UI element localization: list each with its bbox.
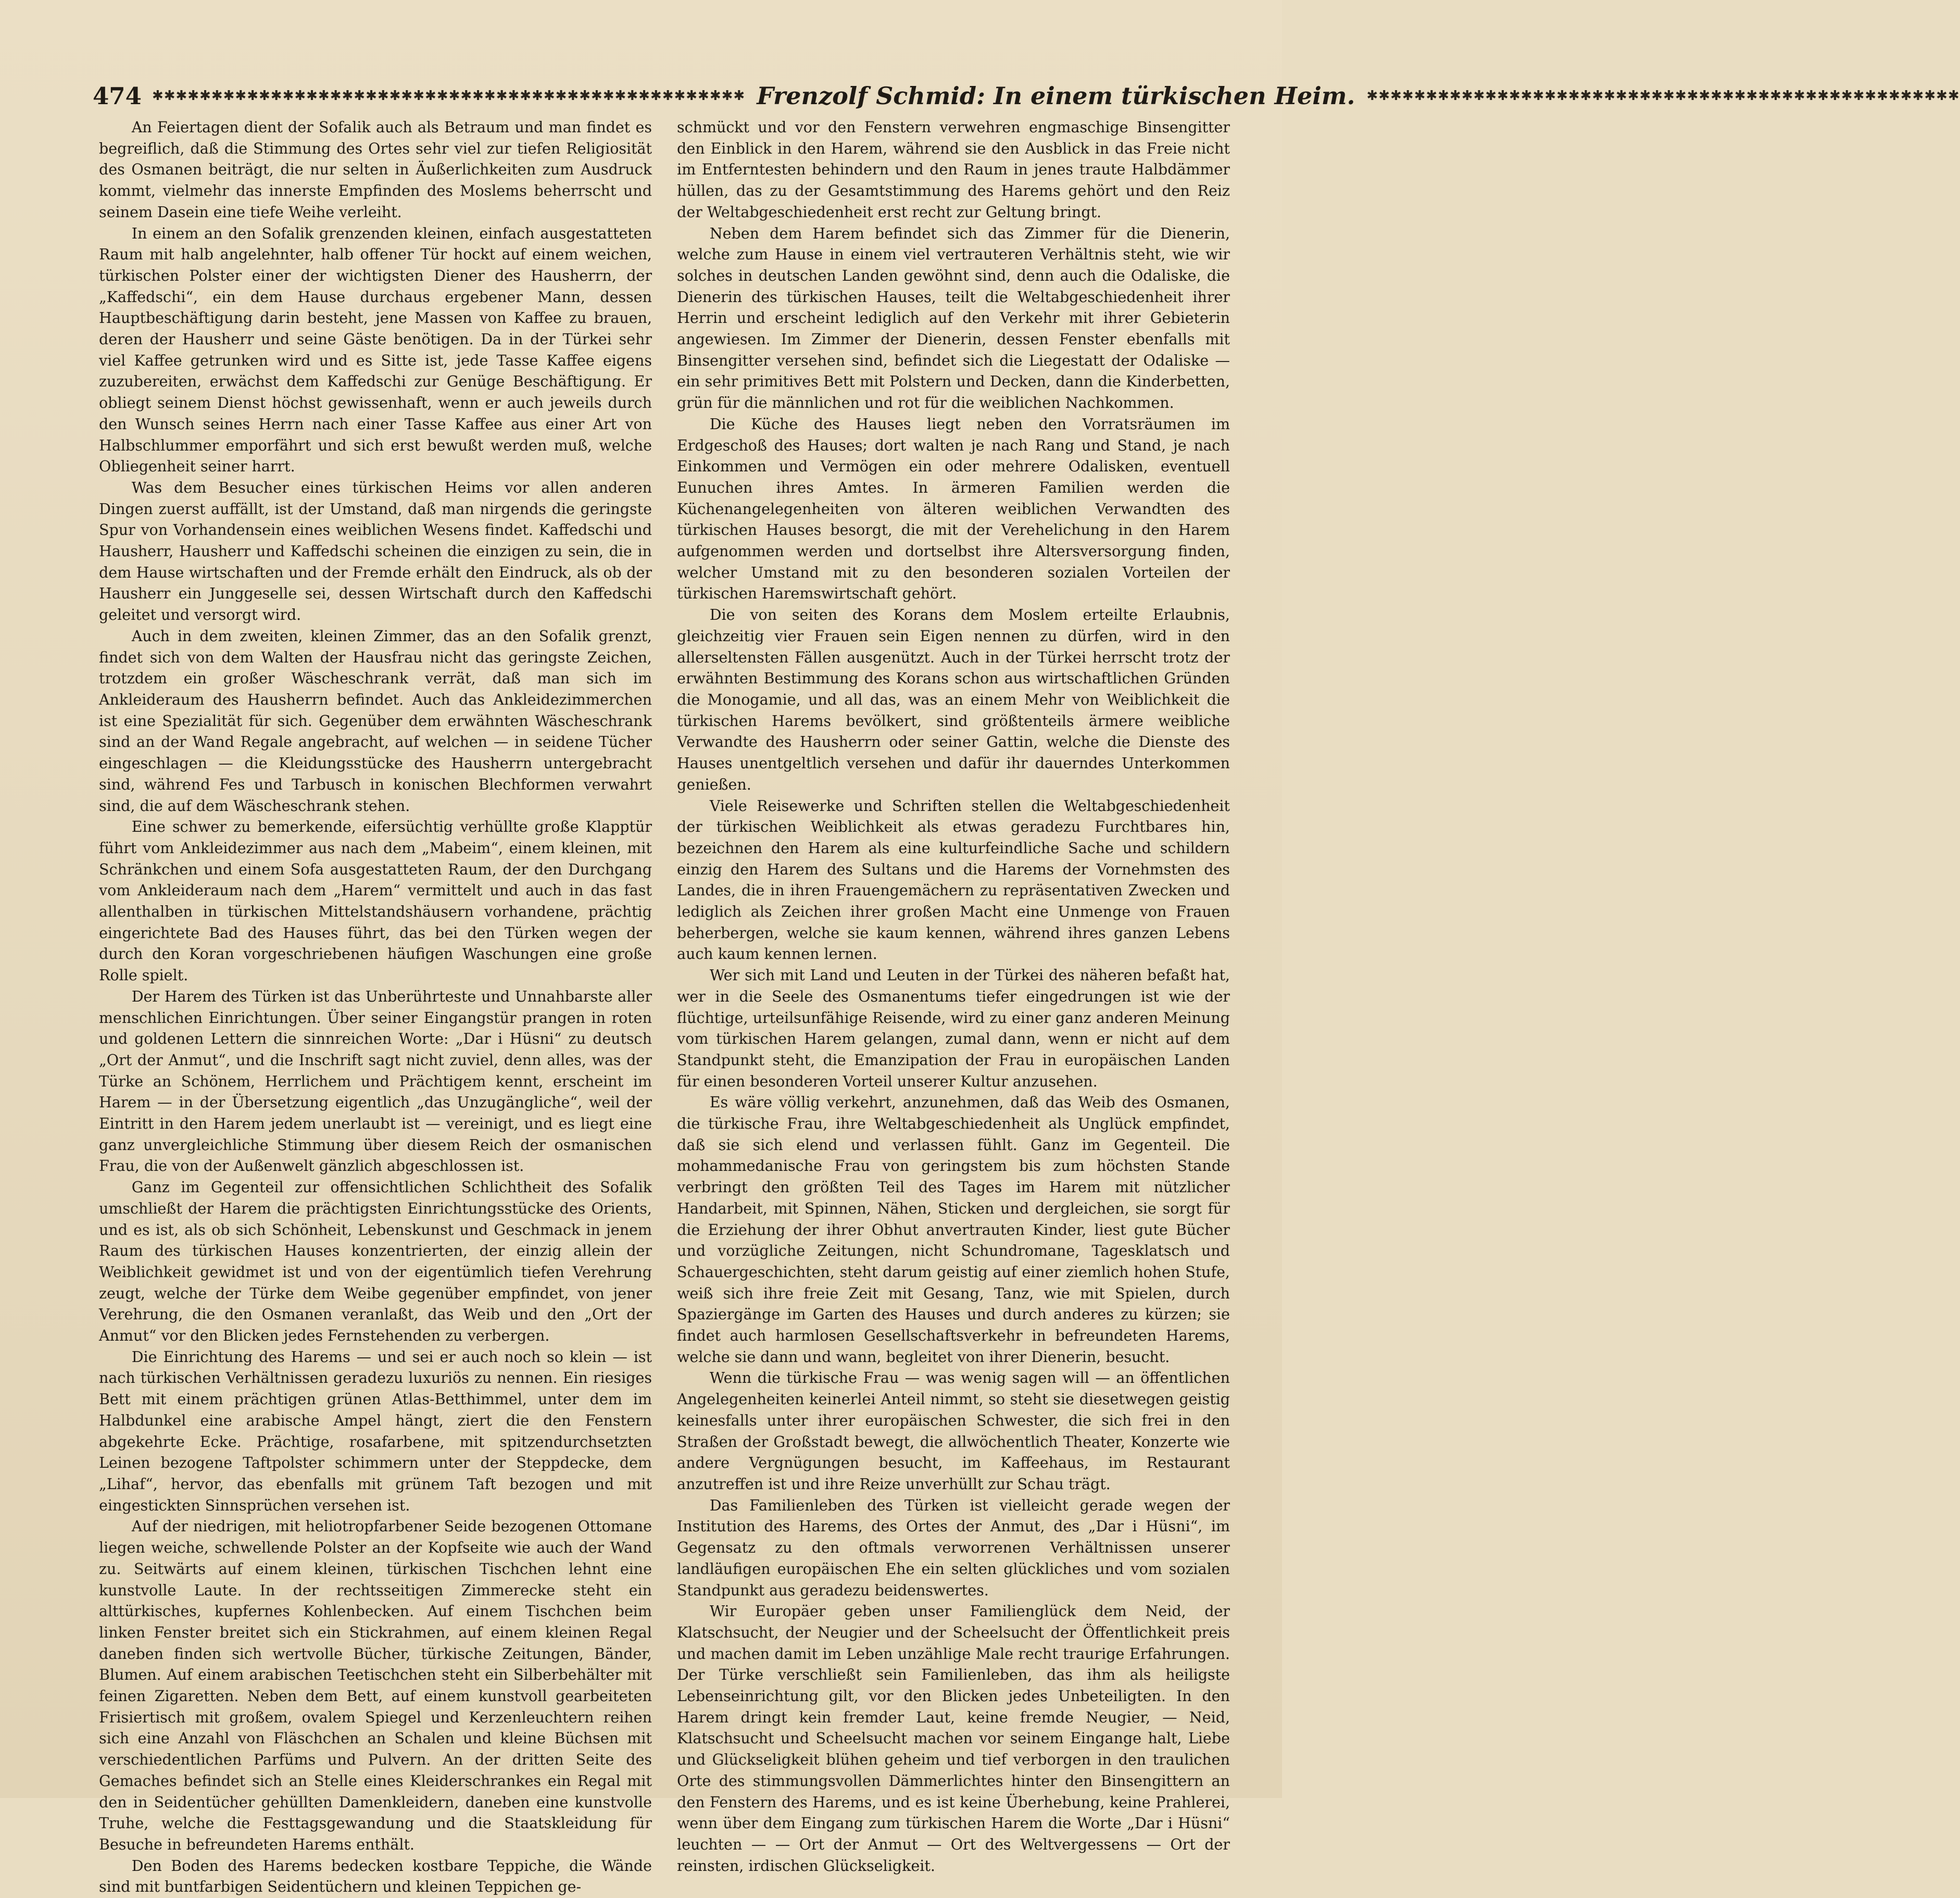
paragraph: Auf der niedrigen, mit heliotropfarbener Seide bezogenen Ottomane liegen weiche, schwellende Polster an der Kopfseite wie auch der Wand zu. Seitwärts auf einem kleinen, türkischen Tischchen lehnt eine kunstvolle Laute. In der rechtsseitigen Zimmerecke steht ein alttürkisches, kupfernes Kohlenbecken. Auf einem Tischchen beim linken Fenster breitet sich ein Stickrahmen, auf einem kleinen Regal daneben finden sich wertvolle Bücher, türkische Zeitungen, Bänder, Blumen. Auf einem arabischen Teetischchen steht ein Silberbehälter mit feinen Zigaretten. Neben dem Bett, auf einem kunstvoll gearbeiteten Frisiertisch mit großem, ovalem Spiegel und Kerzenleuchtern reihen sich eine Anzahl von Fläschchen an Schalen und kleine Büchsen mit verschiedentlichen Parfüms und Pulvern. An der dritten Seite des Gemaches befindet sich an Stelle eines Kleiderschrankes ein Regal mit den in Seidentücher gehüllten Damenkleidern, daneben eine kunstvolle Truhe, welche die Festtagsgewandung und die Staatskleidung für Besuche in befreundeten Harems enthält. <box>99 1518 652 1853</box>
paragraph: Ganz im Gegenteil zur offensichtlichen Schlichtheit des Sofalik umschließt der Harem die prächtigsten Einrichtungsstücke des Orients, und es ist, als ob sich Schönheit, Lebenskunst und Geschmack in jenem Raum des türkischen Hauses konzentrierten, der einzig allein der Weiblichkeit gewidmet ist und von der eigentümlich tiefen Verehrung zeugt, welche der Türke dem Weibe gegenüber empfindet, von jener Verehrung, die den Osmanen veranlaßt, das Weib und den „Ort der Anmut“ vor den Blicken jedes Fernstehenden zu verbergen. <box>99 1179 652 1345</box>
paragraph: Wenn die türkische Frau — was wenig sagen will — an öffentlichen Angelegenheiten keinerlei Anteil nimmt, so steht sie diesetwegen geistig keinesfalls unter ihrer europäischen Schwester, die sich frei in den Straßen der Großstadt bewegt, die allwöchentlich Theater, Konzerte wie andere Vergnügungen besucht, im Kaffeehaus, im Restaurant anzutreffen ist und ihre Reize unverhüllt zur Schau trägt. <box>677 1369 1230 1493</box>
paragraph: Neben dem Harem befindet sich das Zimmer für die Dienerin, welche zum Hause in einem viel vertrauteren Verhältnis steht, wie wir solches in deutschen Landen gewöhnt sind, denn auch die Odaliske, die Dienerin des türkischen Hauses, teilt die Weltabgeschiedenheit ihrer Herrin und erscheint lediglich auf den Verkehr mit ihrer Gebieterin angewiesen. Im Zimmer der Dienerin, dessen Fenster ebenfalls mit Binsengitter versehen sind, befindet sich die Liegestatt der Odaliske — ein sehr primitives Bett mit Polstern und Decken, dann die Kinderbetten, grün für die männlichen und rot für die weiblichen Nachkommen. <box>677 224 1230 412</box>
page-number: 474 <box>93 82 142 110</box>
paragraph: Den Boden des Harems bedecken kostbare Teppiche, die Wände sind mit buntfarbigen Seidentüchern und kleinen Teppichen ge- <box>99 1857 652 1896</box>
paragraph: Eine schwer zu bemerkende, eifersüchtig verhüllte große Klapptür führt vom Ankleidezimmer aus nach dem „Mabeim“, einem kleinen, mit Schränkchen und einem Sofa ausgestatteten Raum, der den Durchgang vom Ankleideraum nach dem „Harem“ vermittelt und auch in das fast allenthalben in türkischen Mittelstandshäusern vorhandene, prächtig eingerichtete Bad des Hauses führt, das bei den Türken wegen der durch den Koran vorgeschriebenen häufigen Waschungen eine große Rolle spielt. <box>99 818 652 984</box>
header-ornament-right: ✱✱✱✱✱✱✱✱✱✱✱✱✱✱✱✱✱✱✱✱✱✱✱✱✱✱✱✱✱✱✱✱✱✱✱✱✱✱✱✱✱✱✱✱✱✱✱✱✱✱ <box>1366 88 1960 104</box>
paragraph: Wir Europäer geben unser Familienglück dem Neid, der Klatschsucht, der Neugier und der Scheelsucht der Öffentlichkeit preis und machen damit im Leben unzählige Male recht traurige Erfahrungen. Der Türke verschließt sein Familienleben, das ihm als heiligste Lebenseinrichtung gilt, vor den Blicken jedes Unbeteiligten. In den Harem dringt kein fremder Laut, keine fremde Neugier, — Neid, Klatschsucht und Scheelsucht machen vor seinem Eingange halt, Liebe und Glückseligkeit blühen geheim und tief verborgen in den traulichen Orte des stimmungsvollen Dämmerlichtes hinter den Binsengittern an den Fenstern des Harems, und es ist keine Überhebung, keine Prahlerei, wenn über dem Eingang zum türkischen Harem die Worte „Dar i Hüsni“ leuchten — — Ort der Anmut — Ort des Weltvergessens — Ort der reinsten, irdischen Glückseligkeit. <box>677 1603 1230 1875</box>
paragraph: In einem an den Sofalik grenzenden kleinen, einfach ausgestatteten Raum mit halb angelehnter, halb offener Tür hockt auf einem weichen, türkischen Polster einer der wichtigsten Diener des Hausherrn, der „Kaffedschi“, ein dem Hause durchaus ergebener Mann, dessen Hauptbeschäftigung darin besteht, jene Massen von Kaffee zu brauen, deren der Hausherr und seine Gäste benötigen. Da in der Türkei sehr viel Kaffee getrunken wird und es Sitte ist, jede Tasse Kaffee eigens zuzubereiten, erwächst dem Kaffedschi zur Genüge Beschäftigung. Er obliegt seinem Dienst höchst gewissenhaft, wenn er auch jeweils durch den Wunsch seines Herrn nach einer Tasse Kaffee aus einer Art von Halbschlummer emporfährt und sich erst bewußt werden muß, welche Obliegenheit seiner harrt. <box>99 224 652 476</box>
paragraph: An Feiertagen dient der Sofalik auch als Betraum und man findet es begreiflich, daß die Stimmung des Ortes sehr viel zur tiefen Religiosität des Osmanen beiträgt, die nur selten in Äußerlichkeiten zum Ausdruck kommt, vielmehr das innerste Empfinden des Moslems beherrscht und seinem Dasein eine tiefe Weihe verleiht. <box>99 119 652 221</box>
paragraph: Auch in dem zweiten, kleinen Zimmer, das an den Sofalik grenzt, findet sich von dem Walten der Hausfrau nicht das geringste Zeichen, trotzdem ein großer Wäscheschrank verrät, daß man sich im Ankleideraum des Hausherrn befindet. Auch das Ankleidezimmerchen ist eine Spezialität für sich. Gegenüber dem erwähnten Wäscheschrank sind an der Wand Regale angebracht, auf welchen — in seidene Tücher eingeschlagen — die Kleidungsstücke des Hausherrn untergebracht sind, während Fes und Tarbusch in konischen Blechformen verwahrt sind, die auf dem Wäscheschrank stehen. <box>99 627 652 815</box>
paragraph: Wer sich mit Land und Leuten in der Türkei des näheren befaßt hat, wer in die Seele des Osmanentums tiefer eingedrungen ist wie der flüchtige, urteilsunfähige Reisende, wird zu einer ganz anderen Meinung vom türkischen Harem gelangen, zumal dann, wenn er nicht auf dem Standpunkt steht, die Emanzipation der Frau in europäischen Landen für einen besonderen Vorteil unserer Kultur anzusehen. <box>677 967 1230 1090</box>
left-column <box>99 117 652 1896</box>
paragraph: Viele Reisewerke und Schriften stellen die Weltabgeschiedenheit der türkischen Weiblichkeit als etwas geradezu Furchtbares hin, bezeichnen den Harem als eine kulturfeindliche Sache und schildern einzig den Harem des Sultans und die Harems der Vornehmsten des Landes, die in ihren Frauengemächern zu repräsentativen Zwecken und lediglich als Zeichen ihrer großen Macht eine Unmenge von Frauen beherbergen, welche sie kaum kennen, während ihres ganzen Lebens auch kaum kennen lernen. <box>677 797 1230 963</box>
paragraph: Die Einrichtung des Harems — und sei er auch noch so klein — ist nach türkischen Verhältnissen geradezu luxuriös zu nennen. Ein riesiges Bett mit einem prächtigen grünen Atlas-Betthimmel, unter dem im Halbdunkel eine arabische Ampel hängt, ziert die den Fenstern abgekehrte Ecke. Prächtige, rosafarbene, mit spitzendurchsetzten Leinen bezogene Taftpolster schimmern unter der Steppdecke, dem „Lihaf“, hervor, das ebenfalls mit grünem Taft bezogen und mit eingestickten Sinnsprüchen versehen ist. <box>99 1348 652 1514</box>
paragraph: Die Küche des Hauses liegt neben den Vorratsräumen im Erdgeschoß des Hauses; dort walten je nach Rang und Stand, je nach Einkommen und Vermögen ein oder mehrere Odalisken, eventuell Eunuchen ihres Amtes. In ärmeren Familien werden die Küchenangelegenheiten von älteren weiblichen Verwandten des türkischen Hauses besorgt, die mit der Verehelichung in den Harem aufgenommen werden und dortselbst ihre Altersversorgung finden, welcher Umstand mit zu den besonderen sozialen Vorteilen der türkischen Haremswirtschaft gehört. <box>677 415 1230 603</box>
paragraph: Die von seiten des Korans dem Moslem erteilte Erlaubnis, gleichzeitig vier Frauen sein Eigen nennen zu dürfen, wird in den allerseltensten Fällen ausgenützt. Auch in der Türkei herrscht trotz der erwähnten Bestimmung des Korans schon aus wirtschaftlichen Gründen die Monogamie, und all das, was an einem Mehr von Weiblichkeit die türkischen Harems bevölkert, sind größtenteils ärmere weibliche Verwandte des Hausherrn oder seiner Gattin, welche die Dienste des Hauses unentgeltlich versehen und dafür ihr dauerndes Unterkommen genießen. <box>677 606 1230 793</box>
paragraph: Das Familienleben des Türken ist vielleicht gerade wegen der Institution des Harems, des Ortes der Anmut, des „Dar i Hüsni“, im Gegensatz zu den oftmals verworrenen Verhältnissen unserer landläufigen europäischen Ehe ein selten glückliches und vom sozialen Standpunkt aus geradezu beidenswertes. <box>677 1496 1230 1599</box>
paragraph-continued: schmückt und vor den Fenstern verwehren engmaschige Binsengitter den Einblick in den Harem, während sie den Ausblick in das Freie nicht im Entferntesten behindern und den Raum in jenes traute Halbdämmer hüllen, das zu der Gesamtstimmung des Harems gehört und den Reiz der Weltabgeschiedenheit erst recht zur Geltung bringt. <box>677 119 1230 221</box>
paragraph: Was dem Besucher eines türkischen Heims vor allen anderen Dingen zuerst auffällt, ist der Umstand, daß man nirgends die geringste Spur von Vorhandensein eines weiblichen Wesens findet. Kaffedschi und Hausherr, Hausherr und Kaffedschi scheinen die einzigen zu sein, die in dem Hause wirtschaften und der Fremde erhält den Eindruck, als ob der Hausherr ein Junggeselle sei, dessen Wirtschaft durch den Kaffedschi geleitet und versorgt wird. <box>99 479 652 624</box>
running-title: Frenzolf Schmid: In einem türkischen Heim. <box>757 82 1355 110</box>
paragraph: Es wäre völlig verkehrt, anzunehmen, daß das Weib des Osmanen, die türkische Frau, ihre Weltabgeschiedenheit als Unglück empfindet, daß sie sich elend und verlassen fühlt. Ganz im Gegenteil. Die mohammedanische Frau von geringstem bis zum höchsten Stande verbringt den größten Teil des Tages im Harem mit nützlicher Handarbeit, mit Spinnen, Nähen, Sticken und dergleichen, sie sorgt für die Erziehung der ihrer Obhut anvertrauten Kinder, liest gute Bücher und vorzügliche Zeitungen, nicht Schundromane, Tagesklatsch und Schauergeschichten, steht darum geistig auf einer ziemlich hohen Stufe, weiß sich ihre freie Zeit mit Gesang, Tanz, wie mit Spielen, durch Spaziergänge im Garten des Hauses und durch anderes zu kürzen; sie findet auch harmlosen Gesellschaftsverkehr in befreundeten Harems, welche sie dann und wann, begleitet von ihrer Dienerin, besucht. <box>677 1094 1230 1366</box>
header-ornament-left: ✱✱✱✱✱✱✱✱✱✱✱✱✱✱✱✱✱✱✱✱✱✱✱✱✱✱✱✱✱✱✱✱✱✱✱✱✱✱✱✱✱✱✱✱✱✱✱✱✱✱ <box>152 88 746 104</box>
paragraph: Der Harem des Türken ist das Unberührteste und Unnahbarste aller menschlichen Einrichtungen. Über seiner Eingangstür prangen in roten und goldenen Lettern die sinnreichen Worte: „Dar i Hüsni“ zu deutsch „Ort der Anmut“, und die Inschrift sagt nicht zuviel, denn alles, was der Türke an Schönem, Herrlichem und Prächtigem kennt, erscheint im Harem — in der Übersetzung eigentlich „das Unzugängliche“, weil der Eintritt in den Harem jedem unerlaubt ist — vereinigt, und es liegt eine ganz unvergleichliche Stimmung über diesem Reich der osmanischen Frau, die von der Außenwelt gänzlich abgeschlossen ist. <box>99 988 652 1175</box>
right-column <box>677 117 1230 1875</box>
running-header <box>93 77 1960 115</box>
